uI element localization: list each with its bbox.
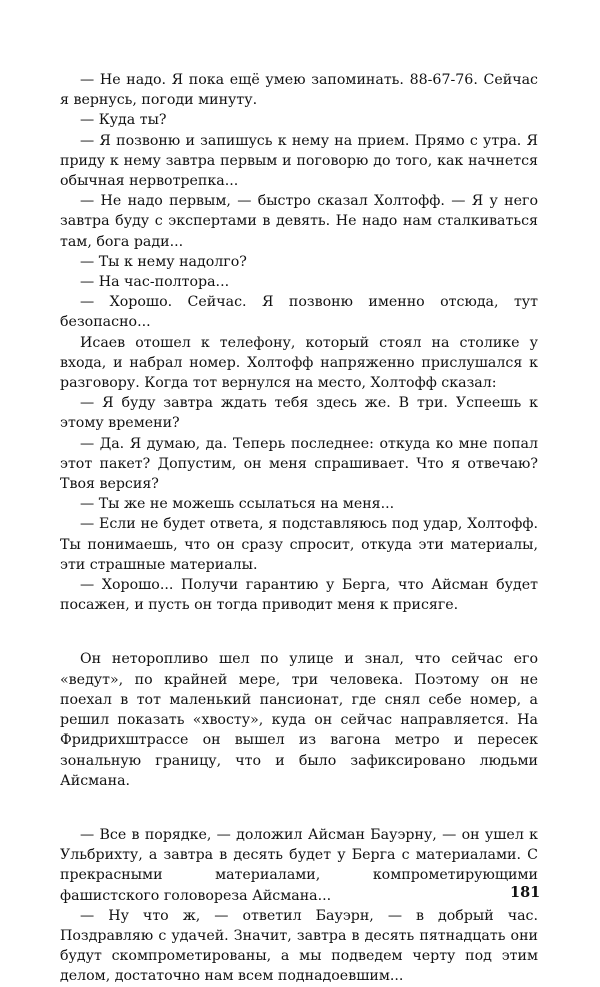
paragraph: Он неторопливо шел по улице и знал, что сейчас его «ведут», по крайней мере, три человека. Поэтому он не поехал в тот маленький пансионат, где снял себе номер, а решил показать «хвосту», куда он сейчас направляется. На Фридрихштрассе он вышел из вагона метро и пересек зональную границу, что и было зафиксировано людьми Айсмана.	[60, 651, 538, 789]
page-number: 181	[510, 884, 541, 901]
section-dialogue-holtoff	[60, 70, 538, 615]
paragraph: — Хорошо. Сейчас. Я позвоню именно отсюда, тут безопасно...	[60, 294, 538, 331]
page-body	[60, 70, 541, 987]
paragraph: — Не надо первым, — быстро сказал Холтофф. — Я у него завтра буду с экспертами в девять. Не надо нам сталкиваться там, бога ради...	[60, 193, 538, 250]
paragraph: — Я позвоню и запишусь к нему на прием. Прямо с утра. Я приду к нему завтра первым и поговорю до того, как начнется обычная нервотрепка...	[60, 132, 538, 190]
paragraph: — Хорошо... Получи гарантию у Берга, что Айсман будет посажен, и пусть он тогда приводит меня к присяге.	[60, 577, 538, 614]
paragraph: — Ну что ж, — ответил Бауэрн, — в добрый час. Поздравляю с удачей. Значит, завтра в десять пятнадцать они будут скомпрометированы, а мы подведем черту под этим делом, достаточно нам всем поднадоевшим...	[60, 907, 538, 985]
section-break	[60, 791, 538, 825]
paragraph: — Я буду завтра ждать тебя здесь же. В три. Успеешь к этому времени?	[60, 395, 538, 432]
section-dialogue-bauern	[60, 825, 541, 987]
section-break	[60, 615, 538, 649]
section-street	[60, 649, 538, 790]
paragraph: Исаев отошел к телефону, который стоял на столике у входа, и набрал номер. Холтофф напряженно прислушался к разговору. Когда тот вернулся на место, Холтофф сказал:	[60, 334, 538, 392]
paragraph: — На час-полтора...	[80, 274, 230, 291]
paragraph: — Ты к нему надолго?	[80, 253, 247, 270]
paragraph: — Да. Я думаю, да. Теперь последнее: откуда ко мне попал этот пакет? Допустим, он меня спрашивает. Что я отвечаю? Твоя версия?	[60, 435, 538, 493]
paragraph: — Все в порядке, — доложил Айсман Бауэрну, — он ушел к Ульбрихту, а завтра в десять будет у Берга с материалами. С прекрасными материалами, компрометирующими фашистского головореза Айсмана...	[60, 826, 538, 904]
paragraph: — Не надо. Я пока ещё умею запоминать. 88-67-76. Сейчас я вернусь, погоди минуту.	[60, 72, 538, 109]
paragraph: — Куда ты?	[80, 112, 167, 129]
paragraph: — Если не будет ответа, я подставляюсь под удар, Холтофф. Ты понимаешь, что он сразу спросит, откуда эти материалы, эти страшные материалы.	[60, 516, 538, 573]
paragraph: — Ты же не можешь ссылаться на меня...	[80, 496, 395, 513]
